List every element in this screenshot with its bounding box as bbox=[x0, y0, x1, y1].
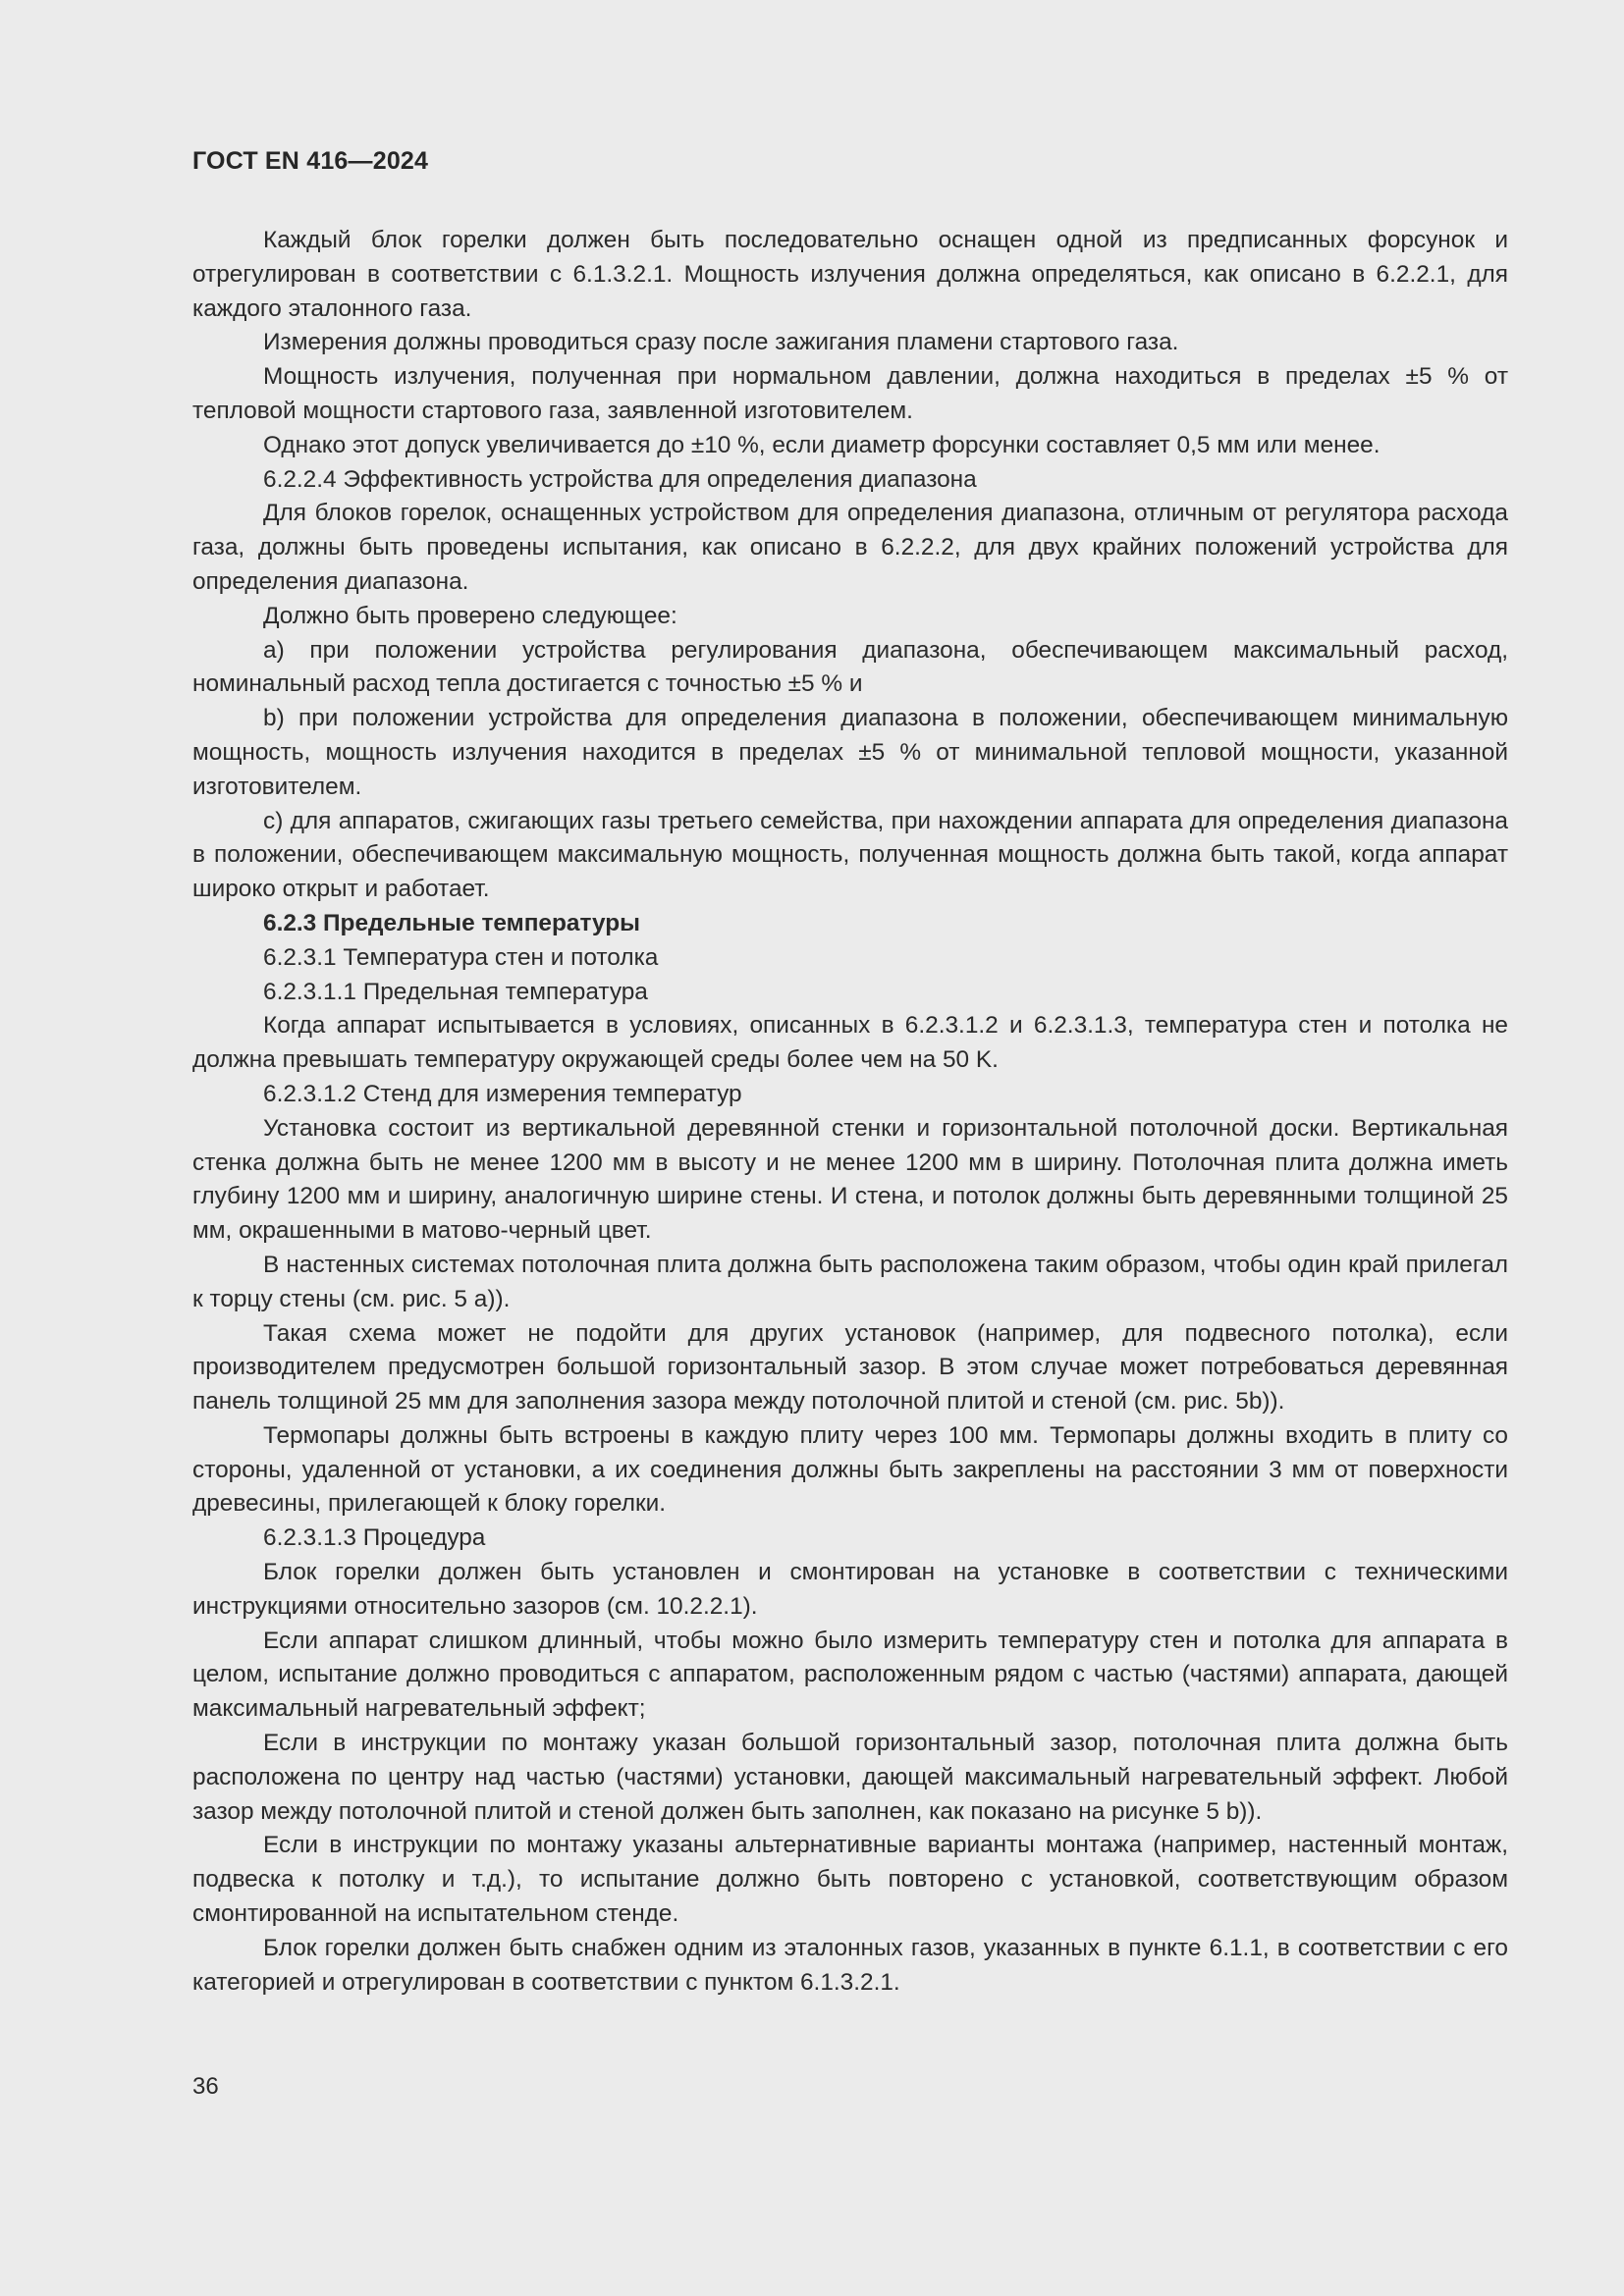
paragraph: Однако этот допуск увеличивается до ±10 %, если диаметр форсунки составляет 0,5 мм или менее. bbox=[263, 431, 1380, 458]
paragraph: Мощность излучения, полученная при нормальном давлении, должна находиться в пределах ±5 % от тепловой мощности стартового газа, заявленной изготовителем. bbox=[192, 363, 1508, 424]
list-item: b) при положении устройства для определения диапазона в положении, обеспечивающем минимальную мощность, мощность излучения находится в пределах ±5 % от минимальной тепловой мощности, указанной изготовителем. bbox=[192, 705, 1508, 800]
paragraph: Такая схема может не подойти для других установок (например, для подвесного потолка), если производителем предусмотрен большой горизонтальный зазор. В этом случае может потребоваться деревянная панель толщиной 25 мм для заполнения зазора между потолочной плитой и стеной (см. рис. 5b)). bbox=[192, 1319, 1508, 1415]
section-heading: 6.2.2.4 Эффективность устройства для определения диапазона bbox=[263, 465, 977, 493]
paragraph: Установка состоит из вертикальной деревянной стенки и горизонтальной потолочной доски. Вертикальная стенка должна быть не менее 1200 мм в высоту и не менее 1200 мм в ширину. Потолочная плита должна иметь глубину 1200 мм и ширину, аналогичную ширине стены. И стена, и потолок должны быть деревянными толщиной 25 мм, окрашенными в матово-черный цвет. bbox=[192, 1114, 1508, 1245]
running-header: ГОСТ EN 416—2024 bbox=[192, 147, 429, 175]
section-heading-bold: 6.2.3 Предельные температуры bbox=[263, 909, 640, 936]
section-heading: 6.2.3.1.3 Процедура bbox=[263, 1524, 486, 1552]
section-heading: 6.2.3.1.1 Предельная температура bbox=[263, 978, 648, 1005]
paragraph: В настенных системах потолочная плита должна быть расположена таким образом, чтобы один край прилегал к торцу стены (см. рис. 5 a)). bbox=[192, 1251, 1508, 1312]
list-item: a) при положении устройства регулирования диапазона, обеспечивающем максимальный расход, номинальный расход тепла достигается с точностью ±5 % и bbox=[192, 636, 1508, 698]
paragraph: Блок горелки должен быть снабжен одним из эталонных газов, указанных в пункте 6.1.1, в соответствии с его категорией и отрегулирован в соответствии с пунктом 6.1.3.2.1. bbox=[192, 1934, 1508, 1996]
section-heading: 6.2.3.1.2 Стенд для измерения температур bbox=[263, 1080, 742, 1107]
paragraph: Если аппарат слишком длинный, чтобы можно было измерить температуру стен и потолка для аппарата в целом, испытание должно проводиться с аппаратом, расположенным рядом с частью (частями) аппарата, дающей максимальный нагревательный эффект; bbox=[192, 1627, 1508, 1723]
list-item: c) для аппаратов, сжигающих газы третьего семейства, при нахождении аппарата для определения диапазона в положении, обеспечивающем максимальную мощность, полученная мощность должна быть такой, когда аппарат широко открыт и работает. bbox=[192, 807, 1508, 903]
page-number: 36 bbox=[192, 2073, 219, 2100]
paragraph: Каждый блок горелки должен быть последовательно оснащен одной из предписанных форсунок и отрегулирован в соответствии с 6.1.3.2.1. Мощность излучения должна определяться, как описано в 6.2.2.1, для каждого эталонного газа. bbox=[192, 227, 1508, 322]
body-text bbox=[192, 224, 1508, 2000]
section-heading: 6.2.3.1 Температура стен и потолка bbox=[263, 943, 659, 971]
paragraph: Должно быть проверено следующее: bbox=[263, 602, 677, 629]
paragraph: Если в инструкции по монтажу указаны альтернативные варианты монтажа (например, настенный монтаж, подвеска к потолку и т.д.), то испытание должно быть повторено с установкой, соответствующим образом смонтированной на испытательном стенде. bbox=[192, 1832, 1508, 1928]
paragraph: Когда аппарат испытывается в условиях, описанных в 6.2.3.1.2 и 6.2.3.1.3, температура стен и потолка не должна превышать температуру окружающей среды более чем на 50 K. bbox=[192, 1012, 1508, 1074]
paragraph: Измерения должны проводиться сразу после зажигания пламени стартового газа. bbox=[263, 329, 1179, 356]
paragraph: Блок горелки должен быть установлен и смонтирован на установке в соответствии с техническими инструкциями относительно зазоров (см. 10.2.2.1). bbox=[192, 1559, 1508, 1620]
paragraph: Если в инструкции по монтажу указан большой горизонтальный зазор, потолочная плита должна быть расположена по центру над частью (частями) установки, дающей максимальный нагревательный эффект. Любой зазор между потолочной плитой и стеной должен быть заполнен, как показано на рисунке 5 b)). bbox=[192, 1730, 1508, 1825]
paragraph: Термопары должны быть встроены в каждую плиту через 100 мм. Термопары должны входить в плиту со стороны, удаленной от установки, а их соединения должны быть закреплены на расстоянии 3 мм от поверхности древесины, прилегающей к блоку горелки. bbox=[192, 1421, 1508, 1518]
paragraph: Для блоков горелок, оснащенных устройством для определения диапазона, отличным от регулятора расхода газа, должны быть проведены испытания, как описано в 6.2.2.2, для двух крайних положений устройства для определения диапазона. bbox=[192, 500, 1508, 595]
